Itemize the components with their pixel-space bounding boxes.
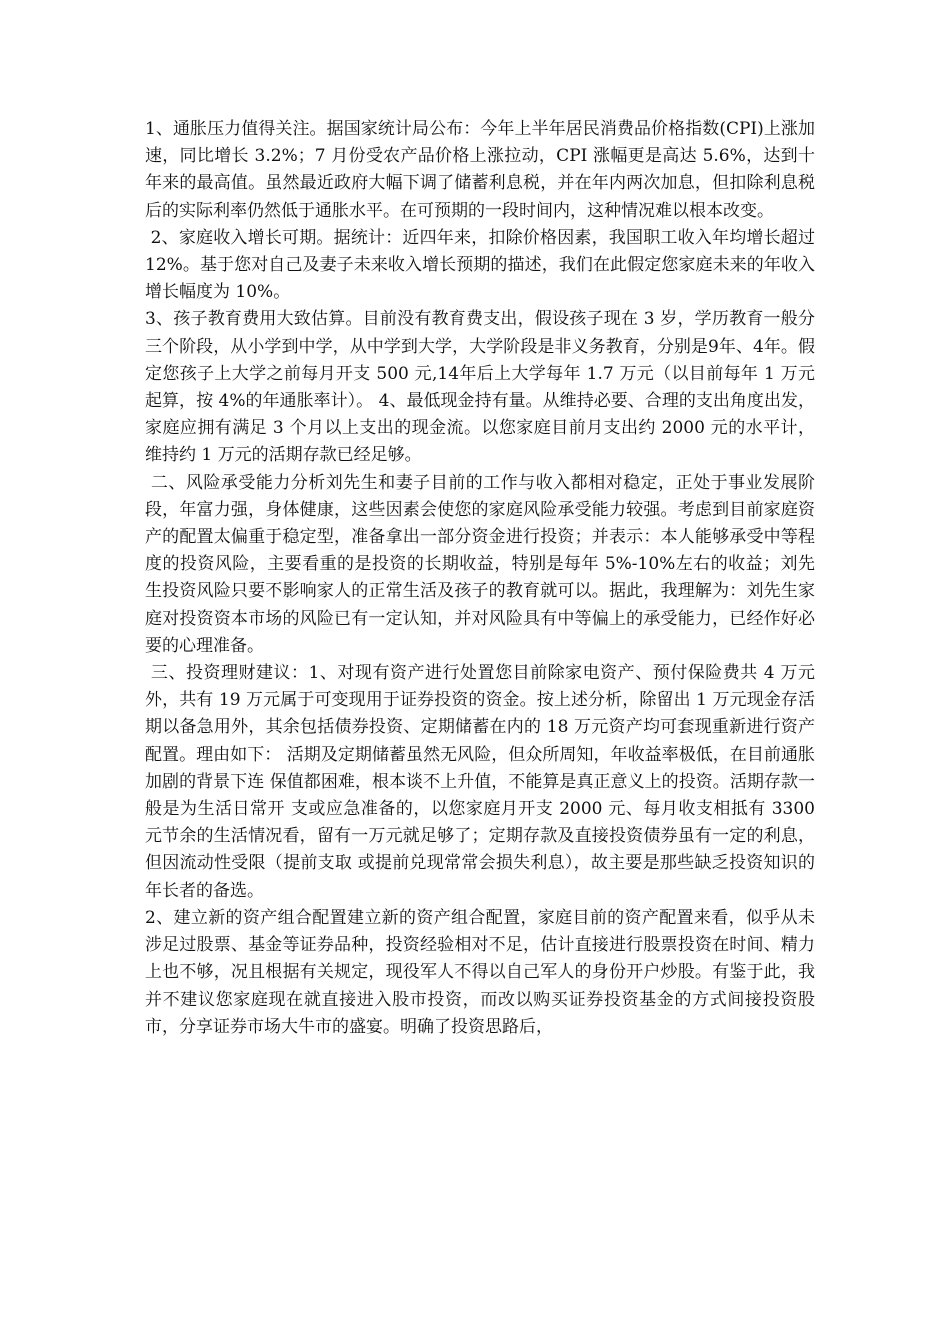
paragraph-inflation: 1、通胀压力值得关注。据国家统计局公布：今年上半年居民消费品价格指数(CPI)上涨加速，同比增长 3.2%；7 月份受农产品价格上涨拉动，CPI 涨幅更是高达 5.6%，达到十年来的最高值。虽然最近政府大幅下调了储蓄利息税，并在年内两次加息，但扣除利息税后的实际利率仍然低于通胀水平。在可预期的一段时间内，这种情况难以根本改变。 [145, 119, 815, 221]
paragraph-investment-advice: 三、投资理财建议：1、对现有资产进行处置您目前除家电资产、预付保险费共 4 万元外，共有 19 万元属于可变现用于证券投资的资金。按上述分析，除留出 1 万元现金存活期以备急用外，其余包括债券投资、定期储蓄在内的 18 万元资产均可套现重新进行资产配置。理由如下： 活期及定期储蓄虽然无风险，但众所周知，年收益率极低，在目前通胀加剧的背景下连 保值都困难，根本谈不上升值，不能算是真正意义上的投资。活期存款一般是为生活日常开 支或应急准备的，以您家庭月开支 2000 元、每月收支相抵有 3300 元节余的生活情况看，留有一万元就足够了；定期存款及直接投资债券虽有一定的利息，但因流动性受限（提前支取 或提前兑现常常会损失利息），故主要是那些缺乏投资知识的年长者的备选。 [145, 663, 821, 901]
paragraph-risk-tolerance: 二、风险承受能力分析刘先生和妻子目前的工作与收入都相对稳定，正处于事业发展阶段，年富力强，身体健康，这些因素会使您的家庭风险承受能力较强。考虑到目前家庭资产的配置太偏重于稳定型，准备拿出一部分资金进行投资；并表示：本人能够承受中等程度的投资风险，主要看重的是投资的长期收益，特别是每年 5%-10%左右的收益；刘先生投资风险只要不影响家人的正常生活及孩子的教育就可以。据此，我理解为：刘先生家庭对投资资本市场的风险已有一定认知，并对风险具有中等偏上的承受能力，已经作好必要的心理准备。 [145, 472, 816, 656]
document-body [145, 116, 821, 1041]
paragraph-new-portfolio: 2、建立新的资产组合配置建立新的资产组合配置，家庭目前的资产配置来看，似乎从未涉足过股票、基金等证券品种，投资经验相对不足，估计直接进行股票投资在时间、精力上也不够，况且根据有关规定，现役军人不得以自己军人的身份开户炒股。有鉴于此，我并不建议您家庭现在就直接进入股市投资，而改以购买证券投资基金的方式间接投资股市，分享证券市场大牛市的盛宴。明确了投资思路后， [145, 907, 815, 1037]
paragraph-income-growth: 2、家庭收入增长可期。据统计：近四年来，扣除价格因素，我国职工收入年均增长超过 12%。基于您对自己及妻子未来收入增长预期的描述，我们在此假定您家庭未来的年收入增长幅度为 10%。 [145, 227, 821, 303]
paragraph-education-cash: 3、孩子教育费用大致估算。目前没有教育费支出，假设孩子现在 3 岁，学历教育一般分三个阶段，从小学到中学，从中学到大学，大学阶段是非义务教育，分别是9年、4年。假定您孩子上大学之前每月开支 500 元,14年后上大学每年 1.7 万元（以目前每年 1 万元起算，按 4%的年通胀率计）。 4、最低现金持有量。从维持必要、合理的支出角度出发，家庭应拥有满足 3 个月以上支出的现金流。以您家庭目前月支出约 2000 元的水平计，维持约 1 万元的活期存款已经足够。 [145, 309, 815, 466]
